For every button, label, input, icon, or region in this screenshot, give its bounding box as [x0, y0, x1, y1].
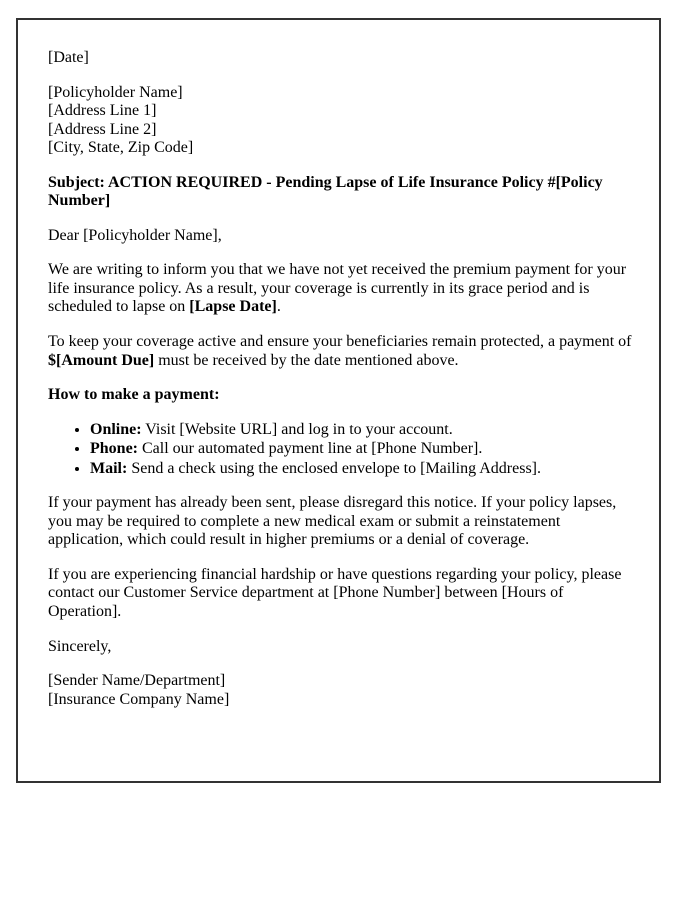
paragraph-disregard-notice: If your payment has already been sent, please disregard this notice. If your policy lapses, you may be required to complete a new medical exam or submit a reinstatement application, which could result in higher premiums or a denial of coverage.	[48, 494, 617, 549]
amount-due-placeholder: $[Amount Due]	[48, 351, 155, 369]
sender-name-department: [Sender Name/Department]	[48, 672, 226, 690]
insurance-company-name: [Insurance Company Name]	[48, 690, 230, 708]
salutation: Dear [Policyholder Name],	[48, 226, 222, 244]
recipient-address-block	[48, 84, 639, 158]
online-text: Visit [Website URL] and log in to your account.	[141, 420, 453, 438]
signature-block	[48, 672, 639, 709]
payment-text-after: must be received by the date mentioned above.	[154, 351, 459, 369]
online-label: Online:	[90, 420, 142, 438]
payment-methods-heading: How to make a payment:	[48, 386, 220, 404]
recipient-address-line-1: [Address Line 1]	[48, 102, 157, 120]
phone-text: Call our automated payment line at [Phone Number].	[138, 440, 483, 458]
letter-page	[16, 18, 661, 783]
lapse-date-placeholder: [Lapse Date]	[189, 298, 277, 316]
subject-line: Subject: ACTION REQUIRED - Pending Lapse of Life Insurance Policy #[Policy Number]	[48, 173, 603, 210]
paragraph-grace-period	[48, 261, 639, 317]
paragraph-payment-due	[48, 333, 639, 370]
mail-text: Send a check using the enclosed envelope to [Mailing Address].	[127, 459, 541, 477]
grace-text-before: We are writing to inform you that we have not yet received the premium payment for your life insurance policy. As a result, your coverage is currently in its grace period and is scheduled to lapse on	[48, 261, 627, 316]
mail-label: Mail:	[90, 459, 128, 477]
recipient-name: [Policyholder Name]	[48, 83, 183, 101]
payment-method-phone	[90, 440, 639, 459]
payment-methods-list	[48, 421, 639, 479]
payment-method-mail	[90, 460, 639, 479]
recipient-city-state-zip: [City, State, Zip Code]	[48, 139, 194, 157]
payment-text-before: To keep your coverage active and ensure your beneficiaries remain protected, a payment of	[48, 333, 632, 351]
closing: Sincerely,	[48, 637, 112, 655]
paragraph-financial-hardship: If you are experiencing financial hardship or have questions regarding your policy, please contact our Customer Service department at [Phone Number] between [Hours of Operation].	[48, 565, 622, 621]
phone-label: Phone:	[90, 440, 138, 458]
date-line: [Date]	[48, 49, 89, 66]
payment-method-online	[90, 421, 639, 440]
recipient-address-line-2: [Address Line 2]	[48, 120, 157, 138]
grace-text-after: .	[276, 298, 281, 316]
